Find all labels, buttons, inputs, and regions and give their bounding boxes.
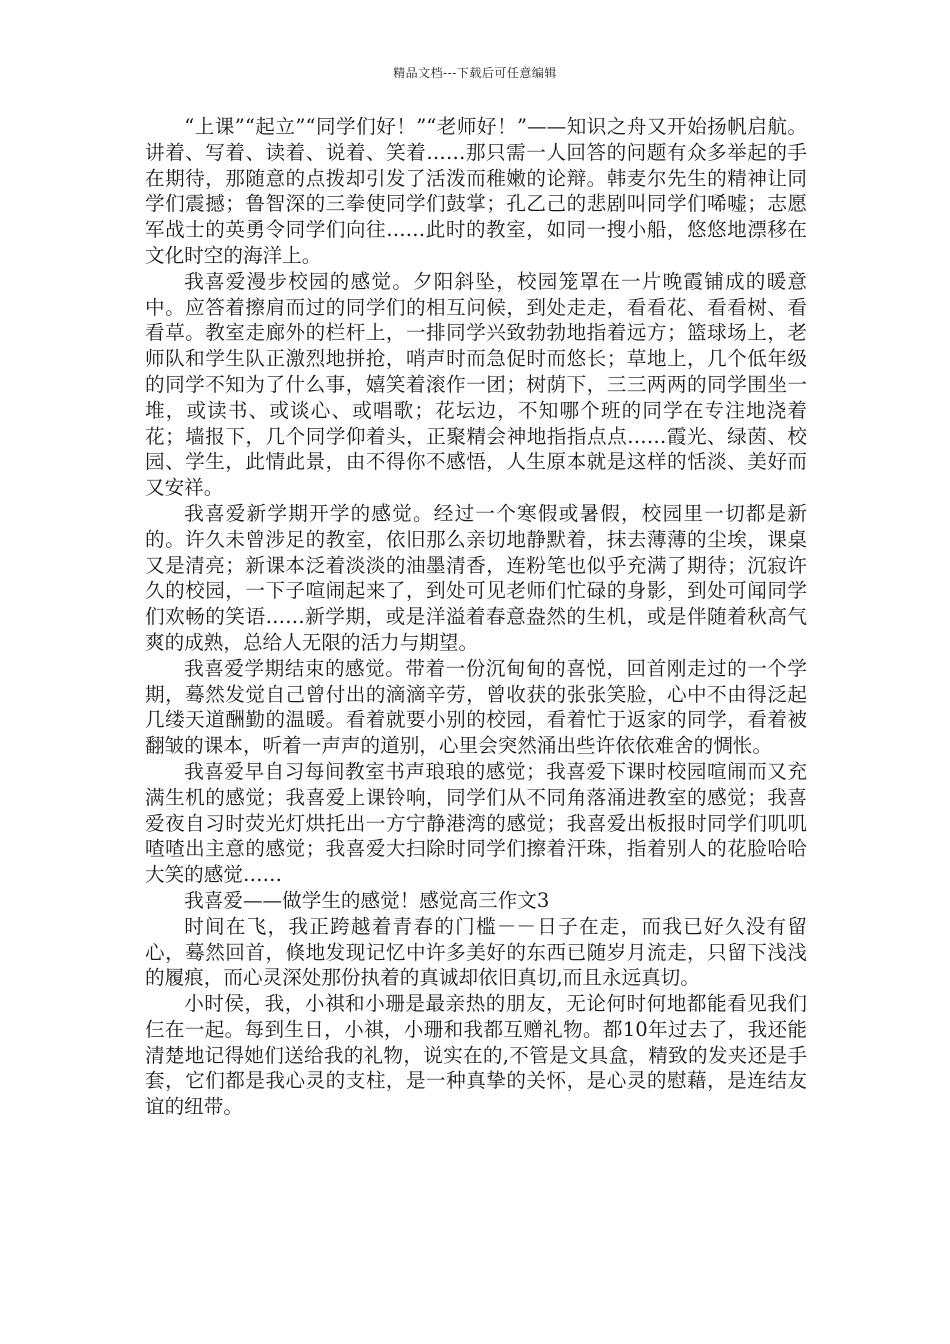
document-body <box>145 114 807 1120</box>
paragraph-childhood-friends: 小时侯，我，小祺和小珊是最亲热的朋友，无论何时何地都能看见我们仨在一起。每到生日，小祺，小珊和我都互赠礼物。都10年过去了，我还能清楚地记得她们送给我的礼物，说实在的,不管是文具盒，精致的发夹还是手套，它们都是我心灵的支柱，是一种真挚的关怀，是心灵的慰藉，是连结友谊的纽带。 <box>145 992 807 1119</box>
paragraph-daily-moments: 我喜爱早自习每间教室书声琅琅的感觉；我喜爱下课时校园喧闹而又充满生机的感觉；我喜爱上课铃响，同学们从不同角落涌进教室的感觉；我喜爱夜自习时荧光灯烘托出一方宁静港湾的感觉；我喜爱出板报时同学们叽叽喳喳出主意的感觉；我喜爱大扫除时同学们擦着汗珠，指着别人的花脸哈哈大笑的感觉…… <box>145 759 807 887</box>
paragraph-semester-end: 我喜爱学期结束的感觉。带着一份沉甸甸的喜悦，回首刚走过的一个学期，蓦然发觉自己曾付出的滴滴辛劳，曾收获的张张笑脸，心中不由得泛起几缕天道酬勤的温暖。看着就要小别的校园，看着忙于返家的同学，看着被翻皱的课本，听着一声声的道别，心里会突然涌出些许依依难舍的惆怅。 <box>145 656 807 758</box>
paragraph-time-flies: 时间在飞，我正跨越着青春的门槛－－日子在走，而我已好久没有留心，蓦然回首，倏地发现记忆中许多美好的东西已随岁月流走，只留下浅浅的履痕，而心灵深处那份执着的真诚却依旧真切,而且永远真切。 <box>145 914 807 990</box>
paragraph-campus-walk: 我喜爱漫步校园的感觉。夕阳斜坠，校园笼罩在一片晚霞铺成的暖意中。应答着擦肩而过的同学们的相互问候，到处走走，看看花、看看树、看看草。教室走廊外的栏杆上，一排同学兴致勃勃地指着远方；篮球场上，老师队和学生队正激烈地拼抢，哨声时而急促时而悠长；草地上，几个低年级的同学不知为了什么事，嬉笑着滚作一团；树荫下，三三两两的同学围坐一堆，或读书、或谈心、或唱歌；花坛边，不知哪个班的同学在专注地浇着花；墙报下，几个同学仰着头，正聚精会神地指指点点……霞光、绿茵、校园、学生，此情此景，由不得你不感悟，人生原本就是这样的恬淡、美好而又安祥。 <box>145 269 807 500</box>
paragraph-essay-title: 我喜爱——做学生的感觉！感觉高三作文3 <box>184 888 550 912</box>
paragraph-classroom: “上课”“起立”“同学们好！”“老师好！”——知识之舟又开始扬帆启航。讲着、写着、读着、说着、笑着……那只需一人回答的问题有众多举起的手在期待，那随意的点拨却引发了活泼而稚嫩的论辩。韩麦尔先生的精神让同学们震撼；鲁智深的三拳使同学们鼓掌；孔乙己的悲剧叫同学们唏嘘；志愿军战士的英勇令同学们向往……此时的教室，如同一搜小船，悠悠地漂移在文化时空的海洋上。 <box>145 115 807 267</box>
page-header: 精品文档---下载后可任意编辑 <box>393 66 557 80</box>
paragraph-new-semester: 我喜爱新学期开学的感觉。经过一个寒假或暑假，校园里一切都是新的。许久未曾涉足的教室，依旧那么亲切地静默着，抹去薄薄的尘埃，课桌又是清亮；新课本泛着淡淡的油墨清香，连粉笔也似乎充满了期待；沉寂许久的校园，一下子喧闹起来了，到处可见老师们忙碌的身影，到处可闻同学们欢畅的笑语……新学期，或是洋溢着春意盎然的生机，或是伴随着秋高气爽的成熟，总给人无限的活力与期望。 <box>145 501 807 654</box>
